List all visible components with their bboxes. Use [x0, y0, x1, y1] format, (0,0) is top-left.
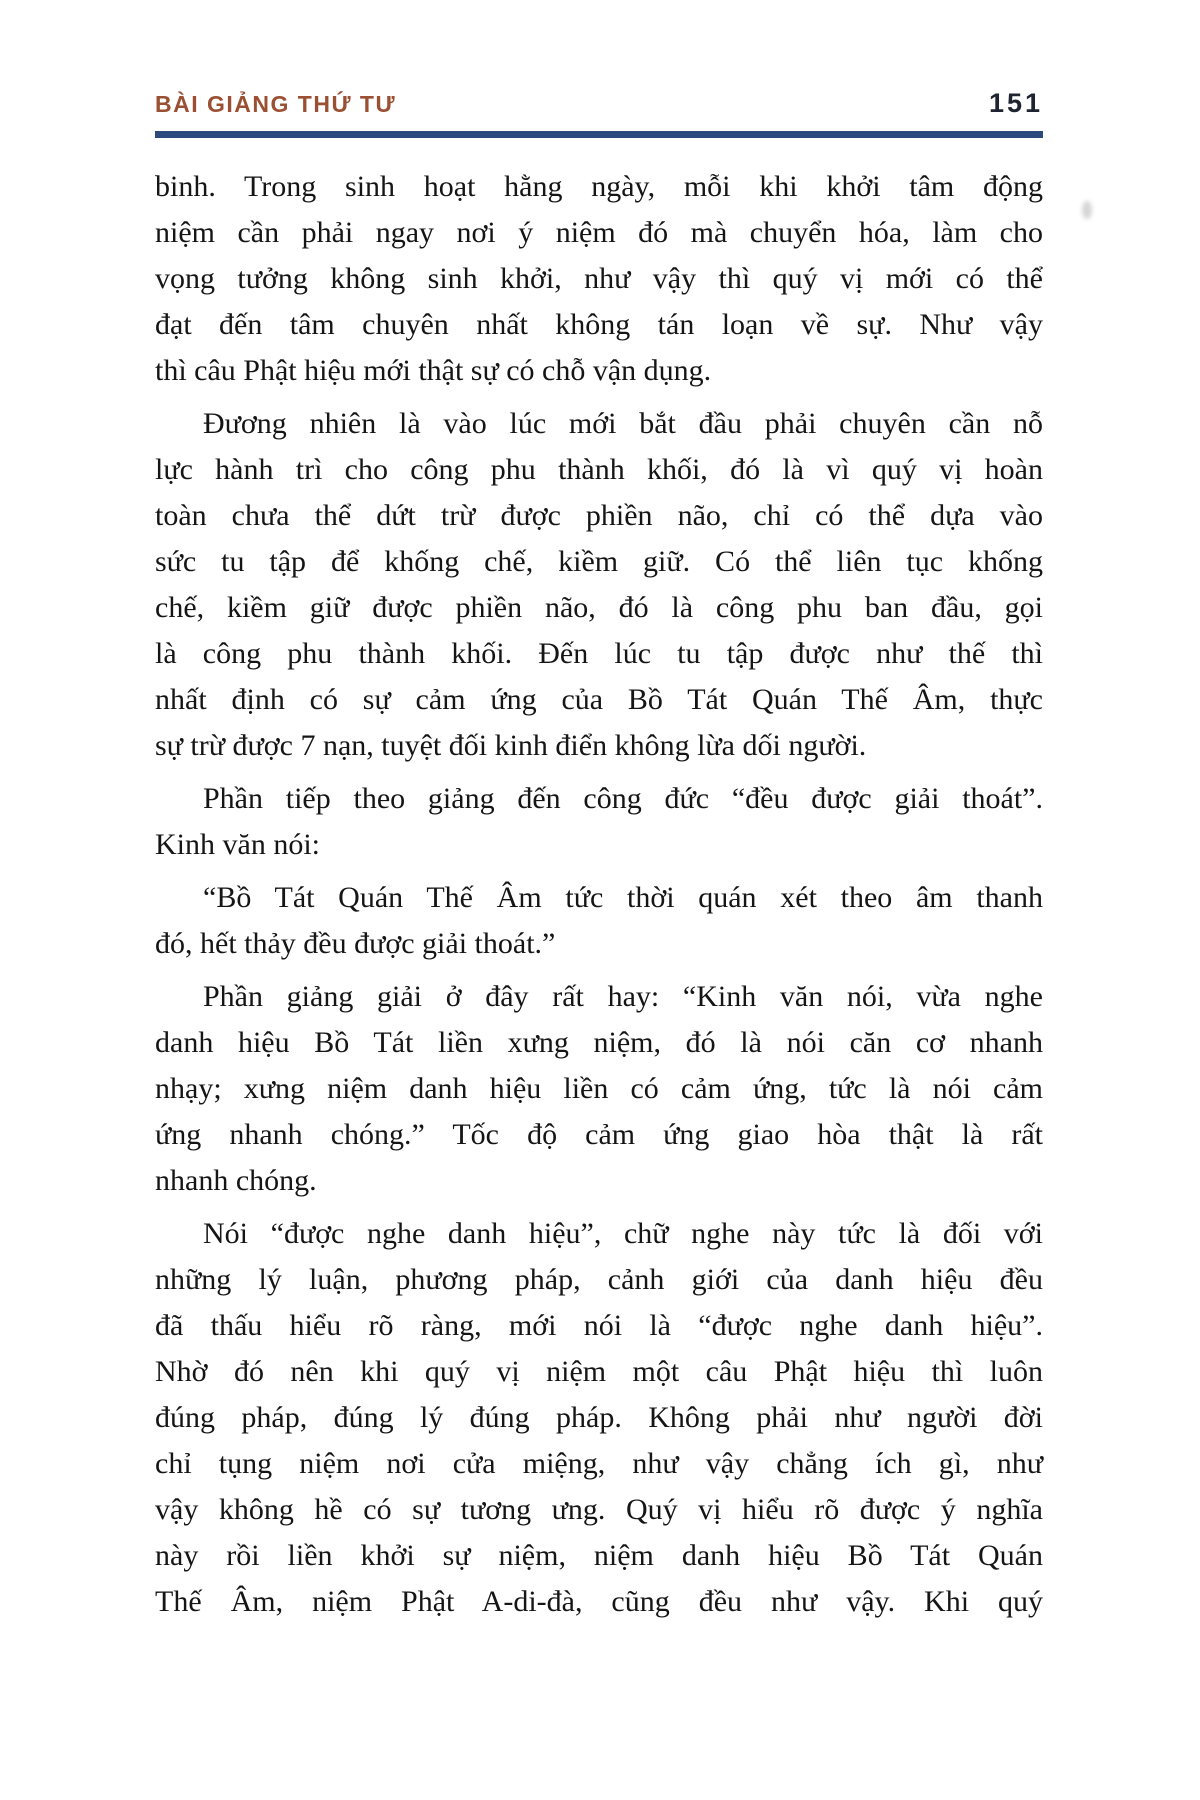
paragraph [155, 1211, 1043, 1625]
text-line: sự trừ được 7 nạn, tuyệt đối kinh điển không lừa dối người. [155, 729, 867, 762]
text-line: Phần giảng giải ở đây rất hay: “Kinh văn nói, vừa nghe [203, 980, 1043, 1013]
text-line: này rồi liền khởi sự niệm, niệm danh hiệu Bồ Tát Quán [155, 1539, 1043, 1572]
scan-artifact [1082, 201, 1092, 219]
text-line: nhất định có sự cảm ứng của Bồ Tát Quán Thế Âm, thực [155, 683, 1043, 716]
text-line: ứng nhanh chóng.” Tốc độ cảm ứng giao hòa thật là rất [155, 1118, 1043, 1151]
chapter-title: BÀI GIẢNG THỨ TƯ [155, 91, 397, 117]
text-line: đạt đến tâm chuyên nhất không tán loạn về sự. Như vậy [155, 308, 1043, 341]
text-line: đó, hết thảy đều được giải thoát.” [155, 927, 556, 960]
paragraph [155, 974, 1043, 1204]
text-line: niệm cần phải ngay nơi ý niệm đó mà chuyển hóa, làm cho [155, 216, 1043, 249]
text-line: những lý luận, phương pháp, cảnh giới của danh hiệu đều [155, 1263, 1043, 1296]
running-head [155, 88, 1043, 119]
text-line: binh. Trong sinh hoạt hằng ngày, mỗi khi khởi tâm động [155, 170, 1043, 203]
text-line: nhanh chóng. [155, 1164, 317, 1197]
text-line: đã thấu hiểu rõ ràng, mới nói là “được nghe danh hiệu”. [155, 1309, 1043, 1342]
text-line: toàn chưa thể dứt trừ được phiền não, chỉ có thể dựa vào [155, 499, 1043, 532]
paragraph [155, 164, 1043, 394]
header-rule [155, 131, 1043, 138]
page-number: 151 [988, 88, 1043, 118]
text-line: Đương nhiên là vào lúc mới bắt đầu phải chuyên cần nỗ [203, 407, 1043, 440]
text-line: Phần tiếp theo giảng đến công đức “đều được giải thoát”. [203, 782, 1043, 815]
text-line: Thế Âm, niệm Phật A-di-đà, cũng đều như vậy. Khi quý [155, 1585, 1043, 1618]
text-line: Kinh văn nói: [155, 828, 320, 861]
text-line: vậy không hề có sự tương ưng. Quý vị hiểu rõ được ý nghĩa [155, 1493, 1043, 1526]
text-line: là công phu thành khối. Đến lúc tu tập được như thế thì [155, 637, 1043, 670]
text-line: Nhờ đó nên khi quý vị niệm một câu Phật hiệu thì luôn [155, 1355, 1043, 1388]
text-line: thì câu Phật hiệu mới thật sự có chỗ vận dụng. [155, 354, 712, 387]
text-line: nhạy; xưng niệm danh hiệu liền có cảm ứng, tức là nói cảm [155, 1072, 1043, 1105]
text-line: chỉ tụng niệm nơi cửa miệng, như vậy chẳng ích gì, như [155, 1447, 1043, 1480]
text-line: sức tu tập để khống chế, kiềm giữ. Có thể liên tục khống [155, 545, 1043, 578]
text-line: lực hành trì cho công phu thành khối, đó là vì quý vị hoàn [155, 453, 1043, 486]
text-line: chế, kiềm giữ được phiền não, đó là công phu ban đầu, gọi [155, 591, 1043, 624]
paragraph [155, 875, 1043, 967]
paragraph [155, 401, 1043, 769]
paragraph [155, 776, 1043, 868]
page-header [155, 88, 1043, 138]
text-line: đúng pháp, đúng lý đúng pháp. Không phải như người đời [155, 1401, 1043, 1434]
body-text [155, 164, 1043, 1625]
text-line: Nói “được nghe danh hiệu”, chữ nghe này tức là đối với [203, 1217, 1043, 1250]
text-line: danh hiệu Bồ Tát liền xưng niệm, đó là nói căn cơ nhanh [155, 1026, 1043, 1059]
text-line: vọng tưởng không sinh khởi, như vậy thì quý vị mới có thể [155, 262, 1043, 295]
text-line: “Bồ Tát Quán Thế Âm tức thời quán xét theo âm thanh [203, 881, 1043, 914]
